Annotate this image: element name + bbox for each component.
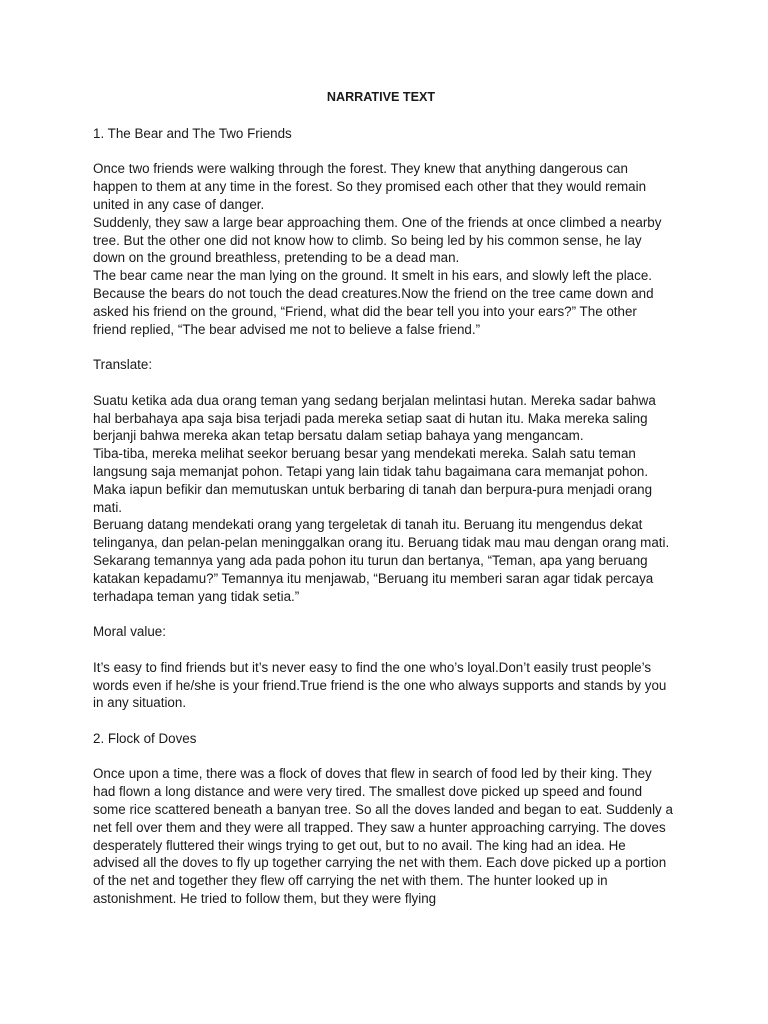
document-title: NARRATIVE TEXT bbox=[326, 90, 436, 104]
story-2-paragraph: Once upon a time, there was a flock of doves that flew in search of food led by their king. They had flown a long distance and were very tired. The smallest dove picked up speed and found some rice scattered beneath a banyan tree. So all the doves landed and began to eat. Suddenly a net fell over them and they were all trapped. They saw a hunter approaching carrying. The doves desperately fluttered their wings trying to get out, but to no avail. The king had an idea. He advised all the doves to fly up together carrying the net with them. Each dove picked up a portion of the net and together they flew off carrying the net with them. The hunter looked up in astonishment. He tried to follow them, but they were flying bbox=[93, 766, 673, 907]
story-2-text bbox=[93, 765, 673, 907]
translate-label: Translate: bbox=[93, 357, 153, 373]
moral-paragraph: It’s easy to find friends but it’s never easy to find the one who’s loyal.Don’t easily trust people’s words even if he/she is your friend.True friend is the one who always supports and stands by you in any situation. bbox=[93, 659, 667, 711]
translation-paragraph: Suatu ketika ada dua orang teman yang sedang berjalan melintasi hutan. Mereka sadar bahwa hal berbahaya apa saja bisa terjadi pada mereka setiap saat di hutan itu. Maka mereka saling berjanji bahwa mereka akan tetap bersatu dalam setiap bahaya yang mengancam. bbox=[93, 392, 656, 444]
moral-value-label: Moral value: bbox=[93, 624, 166, 640]
story-1-heading: 1. The Bear and The Two Friends bbox=[93, 125, 292, 141]
story-1-english-text bbox=[93, 160, 673, 338]
document-content bbox=[93, 89, 673, 926]
story-1-paragraph: Suddenly, they saw a large bear approaching them. One of the friends at once climbed a nearby tree. But the other one did not know how to climb. So being led by his common sense, he lay down on the ground breathless, pretending to be a dead man. bbox=[93, 214, 662, 266]
translation-paragraph: Beruang datang mendekati orang yang tergeletak di tanah itu. Beruang itu mengendus dekat telinganya, dan pelan-pelan meninggalkan orang itu. Beruang tidak mau mau dengan orang mati. Sekarang temannya yang ada pada pohon itu turun dan bertanya, “Teman, apa yang beruang katakan kepadamu?” Temannya itu menjawab, “Beruang itu memberi saran agar tidak percaya terhadapa teman yang tidak setia.” bbox=[93, 517, 670, 604]
story-1-paragraph: Once two friends were walking through the forest. They knew that anything dangerous can happen to them at any time in the forest. So they promised each other that they would remain united in any case of danger. bbox=[93, 161, 647, 212]
moral-value-text bbox=[93, 659, 673, 712]
story-2-heading: 2. Flock of Doves bbox=[93, 730, 197, 746]
story-1-paragraph: The bear came near the man lying on the ground. It smelt in his ears, and slowly left the place. Because the bears do not touch the dead creatures.Now the friend on the tree came down and asked his friend on the ground, “Friend, what did the bear tell you into your ears?” The other friend replied, “The bear advised me not to believe a false friend.” bbox=[93, 268, 654, 337]
translation-paragraph: Tiba-tiba, mereka melihat seekor beruang besar yang mendekati mereka. Salah satu teman langsung saja memanjat pohon. Tetapi yang lain tidak tahu bagaimana cara memanjat pohon. Maka iapun befikir dan memutuskan untuk berbaring di tanah dan berpura-pura menjadi orang mati. bbox=[93, 446, 653, 515]
story-1-indonesian-text bbox=[93, 392, 673, 606]
